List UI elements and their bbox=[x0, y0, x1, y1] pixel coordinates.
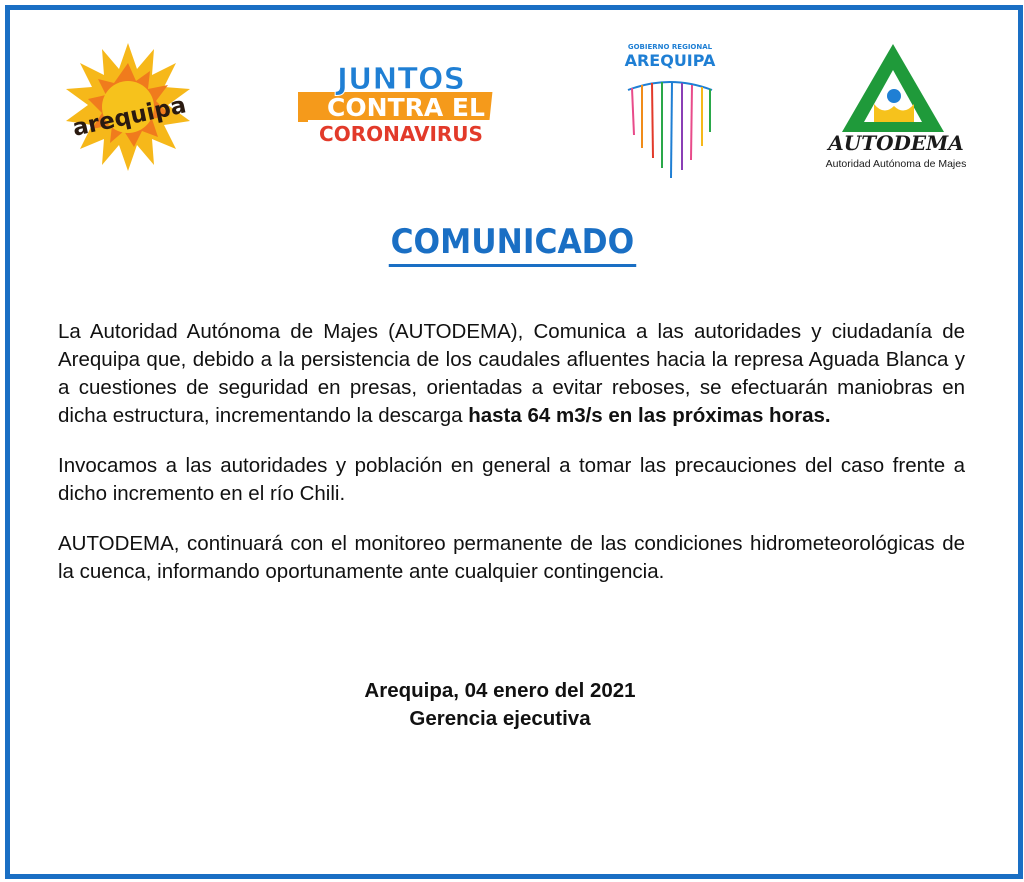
arequipa-sun-logo bbox=[58, 40, 198, 175]
juntos-line2: CONTRA EL bbox=[327, 93, 485, 122]
water-drop-icon bbox=[887, 89, 901, 103]
signoff-place-date: Arequipa, 04 enero del 2021 bbox=[364, 679, 636, 702]
autodema-logo bbox=[822, 40, 972, 175]
page-title-container bbox=[0, 222, 1024, 267]
paragraph-1-emphasis: hasta 64 m3/s en las próximas horas. bbox=[468, 404, 831, 427]
juntos-line1: JUNTOS bbox=[336, 62, 466, 97]
sun-icon bbox=[58, 40, 198, 175]
gra-line2: AREQUIPA bbox=[624, 51, 716, 70]
communique-body bbox=[58, 318, 965, 608]
quipu-icon bbox=[628, 82, 712, 178]
paragraph-1 bbox=[58, 318, 965, 430]
gra-line1: GOBIERNO REGIONAL bbox=[627, 43, 713, 51]
signoff-office: Gerencia ejecutiva bbox=[409, 707, 591, 730]
arequipa-logo-text: arequipa bbox=[70, 92, 189, 142]
signoff bbox=[0, 677, 1000, 733]
page-title: COMUNICADO bbox=[388, 222, 635, 267]
paragraph-2: Invocamos a las autoridades y población en general a tomar las precauciones del caso frente a dicho incremento en el río Chili. bbox=[58, 454, 965, 505]
autodema-name: AUTODEMA bbox=[828, 131, 964, 155]
gobierno-regional-logo bbox=[620, 40, 720, 185]
juntos-line3: CORONAVIRUS bbox=[319, 122, 483, 146]
autodema-subtitle: Autoridad Autónoma de Majes bbox=[825, 158, 967, 170]
paragraph-1-text: La Autoridad Autónoma de Majes (AUTODEMA), Comunica a las autoridades y ciudadanía de Arequipa que, debido a la persistencia de los caudales afluentes hacia la represa Aguada Blanca y a cuestiones de seguridad en presas, orientadas a evitar reboses, se efectuarán maniobras en dicha estructura, incrementando la descarga bbox=[58, 320, 965, 427]
juntos-contra-coronavirus-logo bbox=[298, 58, 504, 150]
paragraph-3: AUTODEMA, continuará con el monitoreo permanente de las condiciones hidrometeorológicas de la cuenca, informando oportunamente ante cualquier contingencia. bbox=[58, 532, 965, 583]
